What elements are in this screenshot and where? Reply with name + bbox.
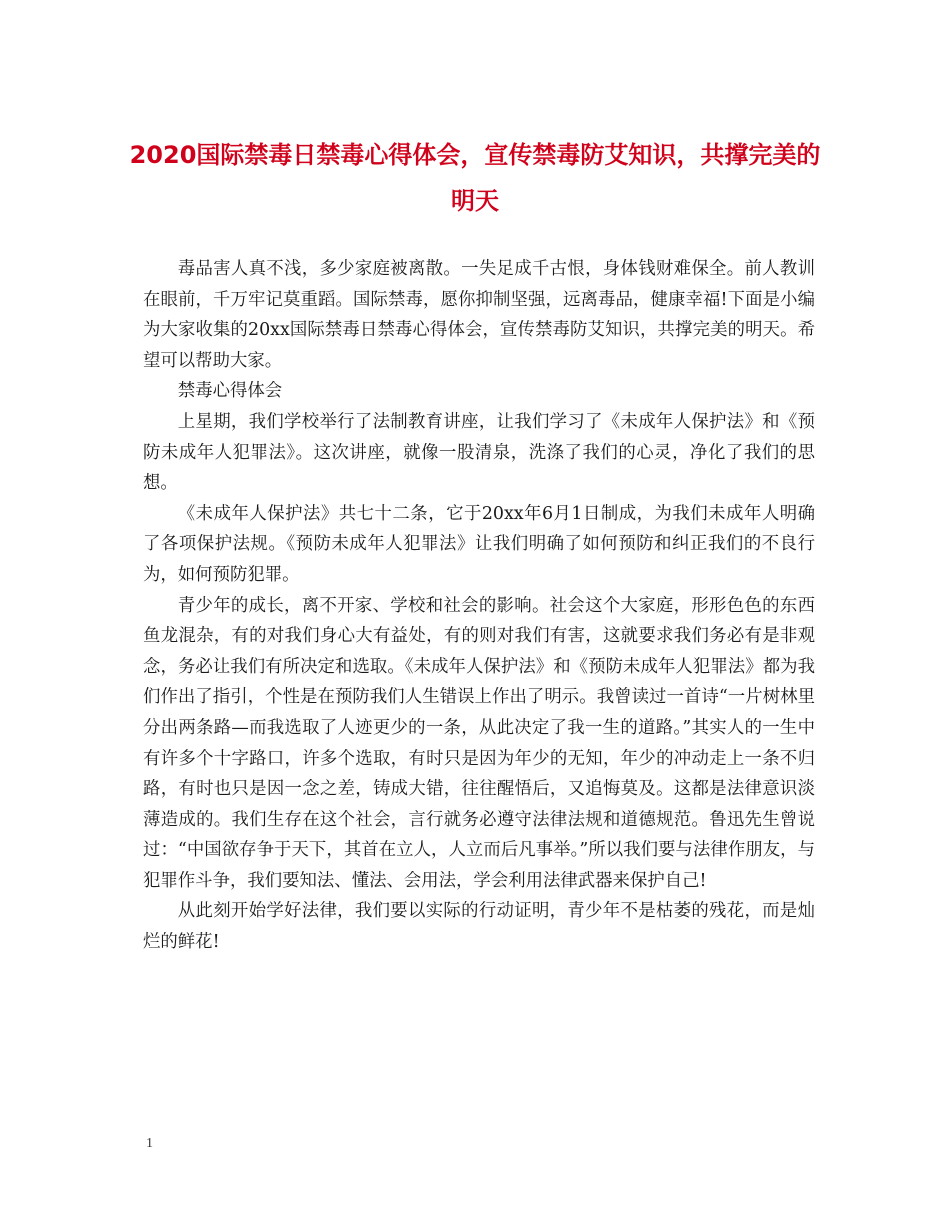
document-body [143, 254, 815, 958]
section-heading: 禁毒心得体会 [177, 381, 283, 402]
paragraph-intro: 毒品害人真不浅，多少家庭被离散。一失足成千古恨，身体钱财难保全。前人教训在眼前，千万牢记莫重蹈。国际禁毒，愿你抑制坚强，远离毒品，健康幸福!下面是小编为大家收集的20xx国际禁毒日禁毒心得体会，宣传禁毒防艾知识，共撑完美的明天。希望可以帮助大家。 [143, 259, 815, 371]
paragraph-law-intro: 《未成年人保护法》共七十二条，它于20xx年6月1日制成，为我们未成年人明确了各项保护法规。《预防未成年人犯罪法》让我们明确了如何预防和纠正我们的不良行为，如何预防犯罪。 [143, 503, 815, 585]
document-title: 2020国际禁毒日禁毒心得体会，宣传禁毒防艾知识，共撑完美的明天 [129, 141, 821, 215]
paragraph-lecture: 上星期，我们学校举行了法制教育讲座，让我们学习了《未成年人保护法》和《预防未成年人犯罪法》。这次讲座，就像一股清泉，洗涤了我们的心灵，净化了我们的思想。 [143, 411, 815, 494]
paragraph-conclusion: 从此刻开始学好法律，我们要以实际的行动证明，青少年不是枯萎的残花，而是灿烂的鲜花! [143, 901, 815, 953]
page-number: 1 [146, 1136, 153, 1151]
paragraph-growth: 青少年的成长，离不开家、学校和社会的影响。社会这个大家庭，形形色色的东西鱼龙混杂，有的对我们身心大有益处，有的则对我们有害，这就要求我们务必有是非观念，务必让我们有所决定和选取。《未成年人保护法》和《预防未成年人犯罪法》都为我们作出了指引，个性是在预防我们人生错误上作出了明示。我曾读过一首诗“一片树林里分出两条路—而我选取了人迹更少的一条，从此决定了我一生的道路。”其实人的一生中有许多个十字路口，许多个选取，有时只是因为年少的无知，年少的冲动走上一条不归路，有时也只是因一念之差，铸成大错，往往醒悟后，又追悔莫及。这都是法律意识淡薄造成的。我们生存在这个社会，言行就务必遵守法律法规和道德规范。鲁迅先生曾说过：“中国欲存争于天下，其首在立人，人立而后凡事举。”所以我们要与法律作朋友，与犯罪作斗争，我们要知法、懂法、会用法，学会利用法律武器来保护自己! [143, 595, 815, 891]
